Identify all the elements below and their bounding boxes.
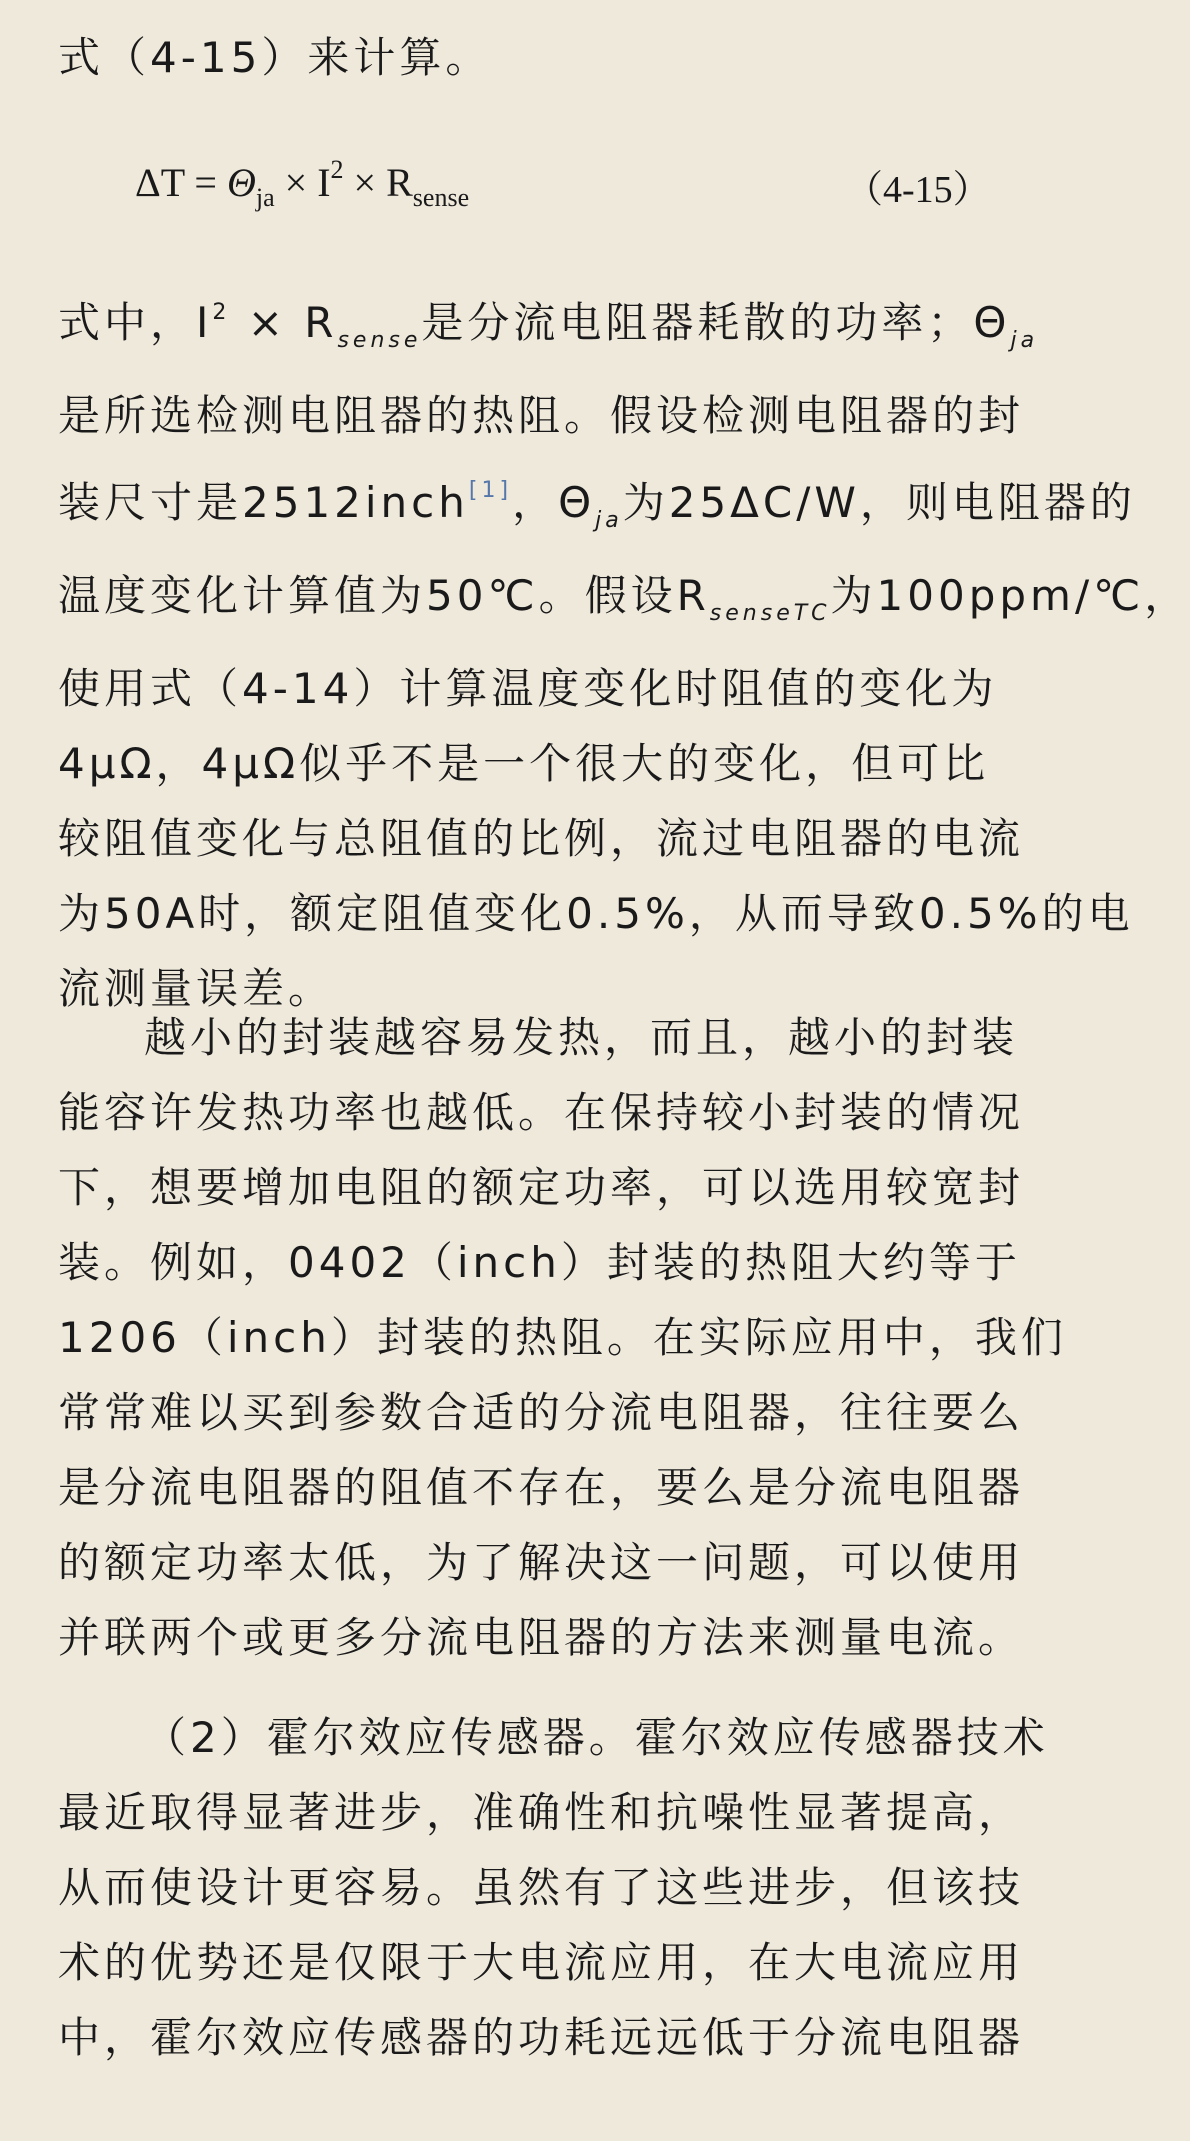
paragraph-line: 4μΩ，4μΩ似乎不是一个很大的变化，但可比 [58,739,990,788]
equation-theta: Θ [227,160,256,205]
paragraph-line [58,558,1190,651]
text-run: 装尺寸是2512inch [58,478,469,527]
text-run: 为25ΔC/W，则电阻器的 [622,478,1136,527]
paragraph-3 [58,1700,1049,2075]
paragraph-line: 较阻值变化与总阻值的比例，流过电阻器的电流 [58,814,1025,863]
paragraph-line: 中，霍尔效应传感器的功耗远远低于分流电阻器 [58,2013,1025,2062]
equation-r-sub: sense [412,183,470,212]
paragraph-line: 流测量误差。 [58,964,335,1013]
paragraph-line: 的额定功率太低，为了解决这一问题，可以使用 [58,1538,1025,1587]
subscript: senseTC [709,601,831,626]
paragraph-line: 1206（inch）封装的热阻。在实际应用中，我们 [58,1313,1067,1362]
paragraph-1 [58,275,1190,1026]
equation-delta-t: ΔT = [135,160,227,205]
equation-times-i: × I [274,160,331,205]
paragraph-line: （2）霍尔效应传感器。霍尔效应传感器技术 [144,1713,1049,1762]
first-line: 式（4-15）来计算。 [58,33,492,82]
paragraph-line [58,275,1039,378]
subscript: sense [337,328,422,353]
equation-theta-sub: ja [255,183,275,212]
text-run: 是分流电阻器耗散的功率；Θ [421,298,1011,347]
subscript: ja [595,508,623,533]
text-run: ，Θ [512,478,596,527]
paragraph-line: 并联两个或更多分流电阻器的方法来测量电流。 [58,1613,1025,1662]
superscript: 2 [212,300,231,325]
paragraph-line: 常常难以买到参数合适的分流电阻器，往往要么 [58,1388,1025,1437]
paragraph-line: 下，想要增加电阻的额定功率，可以选用较宽封 [58,1163,1025,1212]
paragraph-line: 使用式（4-14）计算温度变化时阻值的变化为 [58,664,998,713]
paragraph-line: 能容许发热功率也越低。在保持较小封装的情况 [58,1088,1025,1137]
equation-times-r: × R [343,160,413,205]
paragraph-2 [58,1000,1067,1675]
text-run: 式中，I [58,298,213,347]
equation-number: （4-15） [845,169,991,211]
text-run: 为100ppm/℃， [830,571,1190,620]
paragraph-line: 是所选检测电阻器的热阻。假设检测电阻器的封 [58,391,1025,440]
footnote-reference-link[interactable]: [1] [468,478,513,503]
text-run: 温度变化计算值为50℃。假设R [58,571,710,620]
paragraph-line: 最近取得显著进步，准确性和抗噪性显著提高， [58,1788,1025,1837]
equation-exponent: 2 [330,155,344,184]
paragraph-line: 为50A时，额定阻值变化0.5%，从而导致0.5%的电 [58,889,1134,938]
paragraph-line: 是分流电阻器的阻值不存在，要么是分流电阻器 [58,1463,1025,1512]
subscript: ja [1010,328,1039,353]
paragraph-line: 装。例如，0402（inch）封装的热阻大约等于 [58,1238,1021,1287]
paragraph-line [58,453,1136,558]
paragraph-line: 从而使设计更容易。虽然有了这些进步，但该技 [58,1863,1025,1912]
paragraph-line: 越小的封装越容易发热，而且，越小的封装 [144,1013,1019,1062]
equation-4-15 [135,155,469,213]
text-run: × R [230,298,338,347]
paragraph-line: 术的优势还是仅限于大电流应用，在大电流应用 [58,1938,1025,1987]
